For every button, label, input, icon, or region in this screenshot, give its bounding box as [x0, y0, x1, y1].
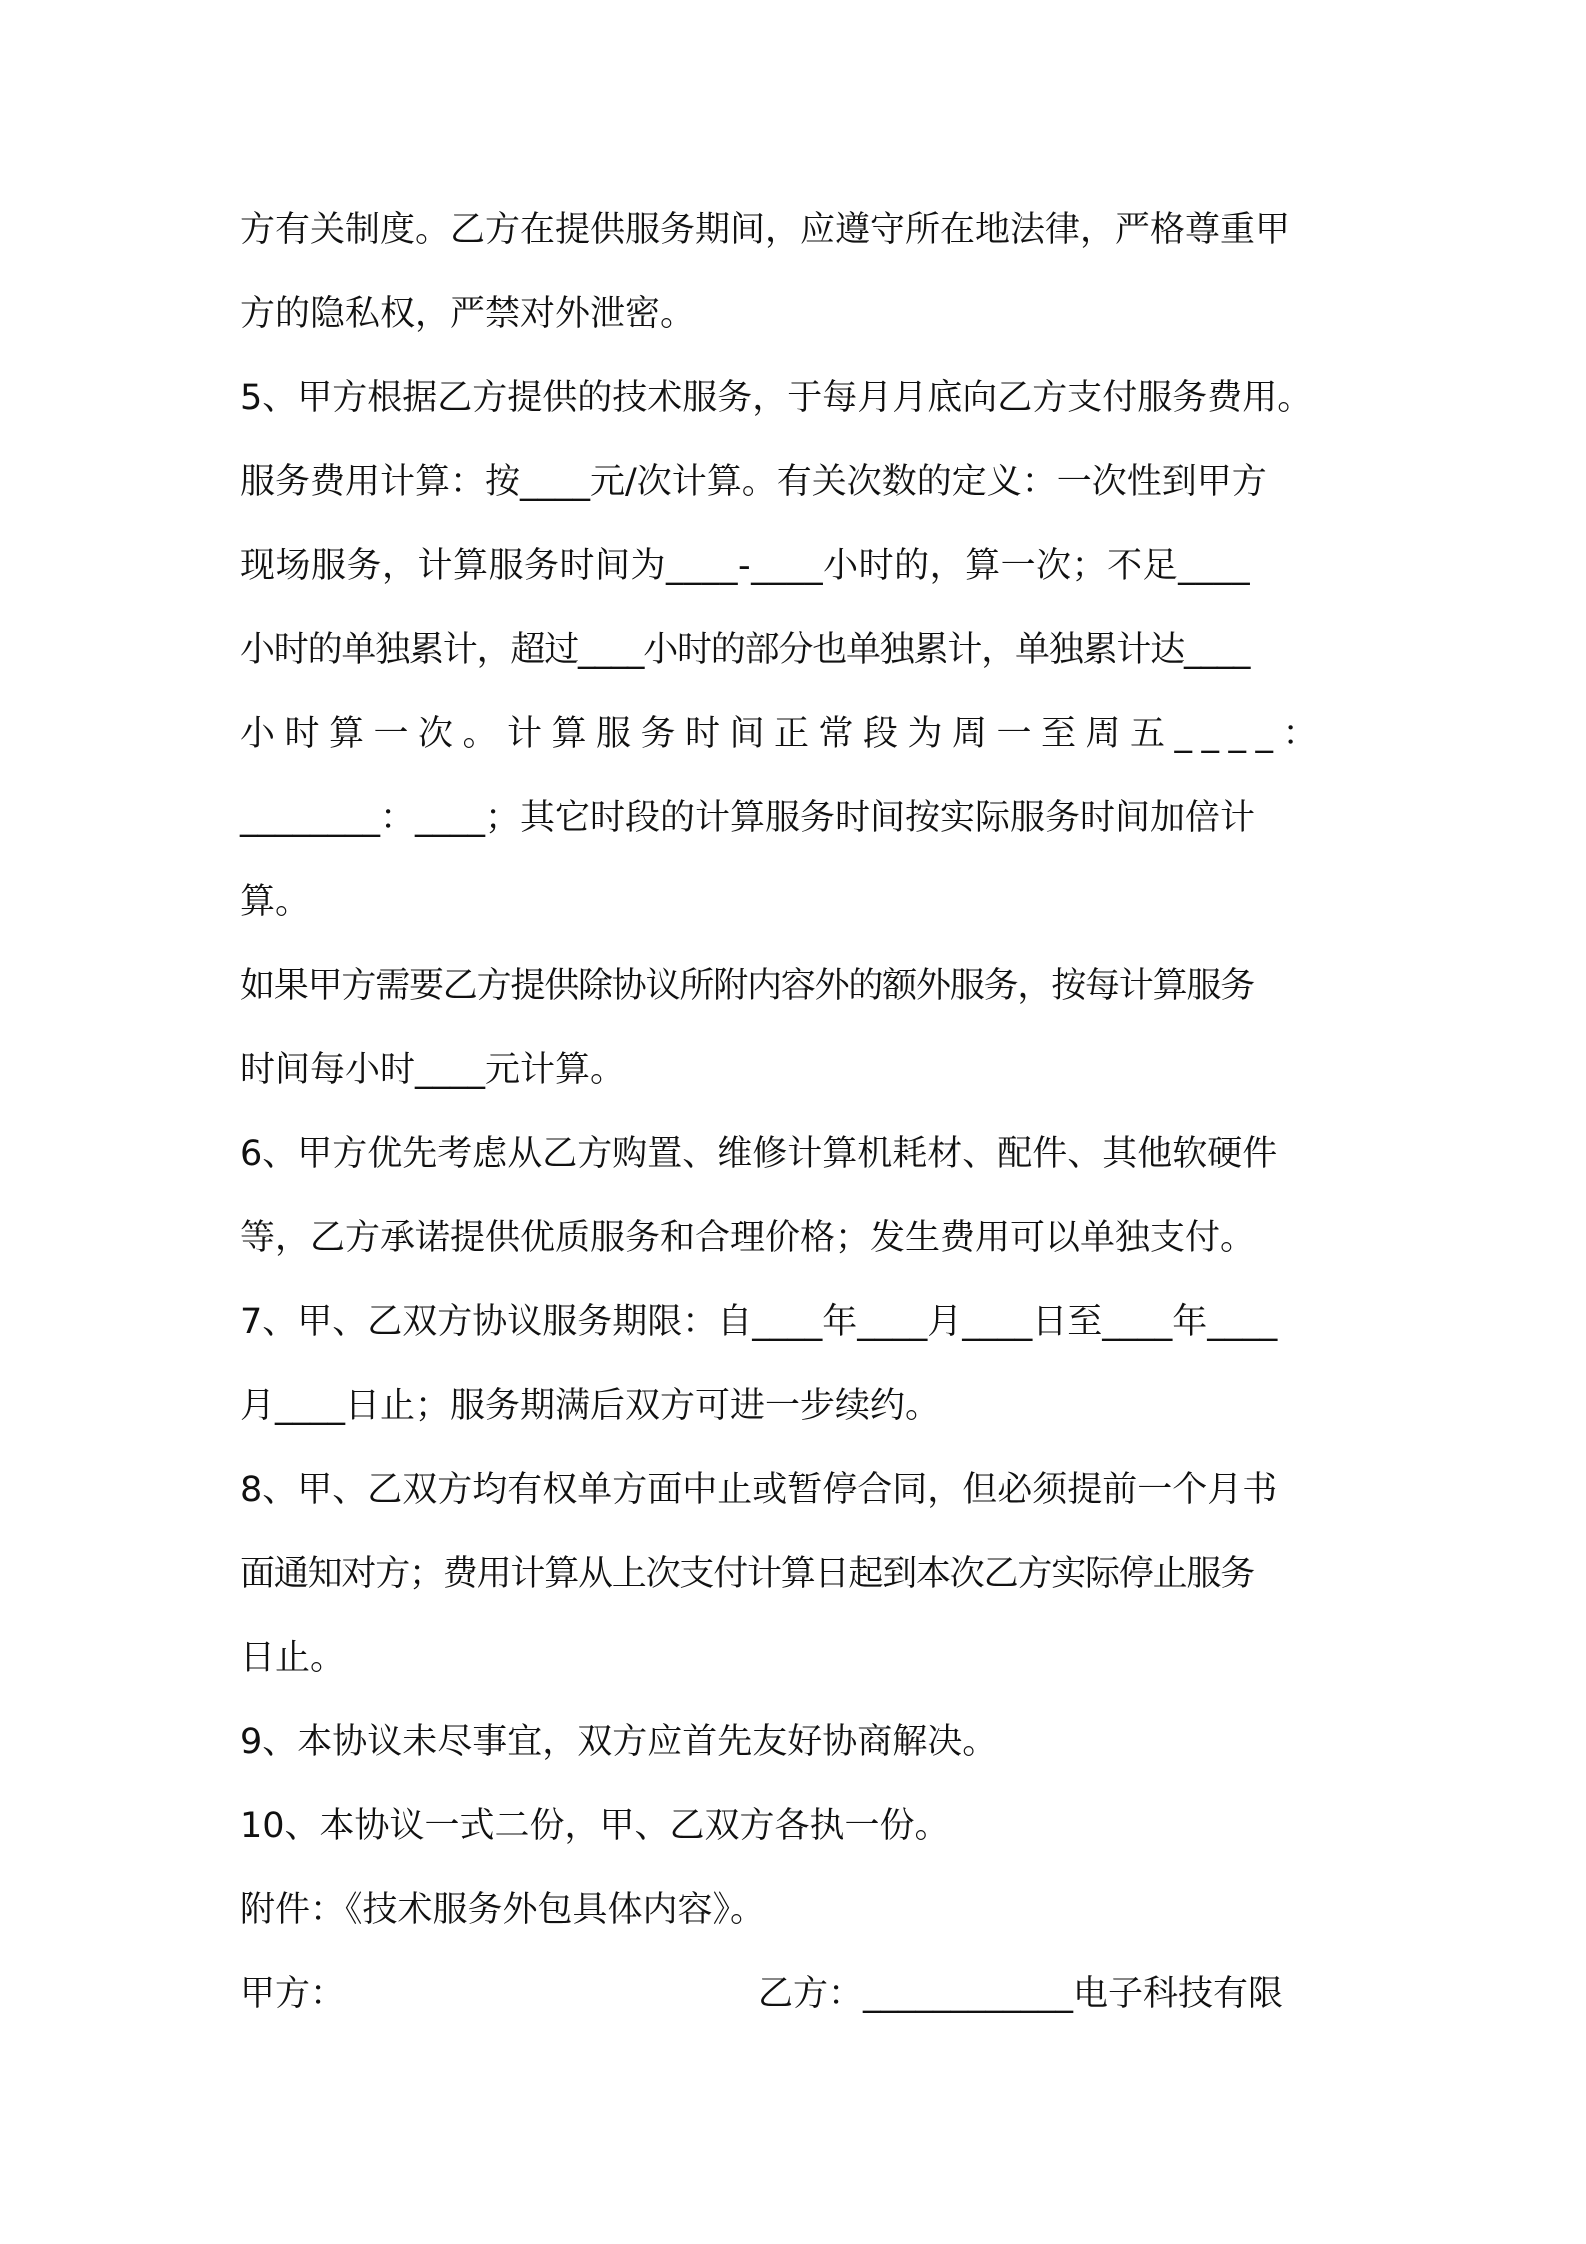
text-line: 10、本协议一式二份，甲、乙双方各执一份。	[240, 1806, 950, 1846]
text-line: 时间每小时____元计算。	[240, 1050, 626, 1090]
party-a-label: 甲方：	[240, 1974, 346, 2014]
text-line: 8、甲、乙双方均有权单方面中止或暂停合同，但必须提前一个月书	[240, 1470, 1278, 1510]
document-body	[240, 202, 1350, 2050]
text-line: 现场服务，计算服务时间为____-____小时的，算一次；不足____	[240, 546, 1251, 586]
text-line: 等，乙方承诺提供优质服务和合理价格；发生费用可以单独支付。	[240, 1218, 1256, 1258]
signature-row	[240, 1966, 1350, 2050]
text-line: ________：____；其它时段的计算服务时间按实际服务时间加倍计	[240, 798, 1256, 838]
text-line: 5、甲方根据乙方提供的技术服务，于每月月底向乙方支付服务费用。	[240, 378, 1313, 418]
text-line: 如果甲方需要乙方提供除协议所附内容外的额外服务，按每计算服务	[240, 966, 1255, 1006]
text-line: 算。	[240, 882, 311, 922]
text-line: 9、本协议未尽事宜，双方应首先友好协商解决。	[240, 1722, 998, 1762]
text-line: 小时的单独累计，超过____小时的部分也单独累计，单独累计达____	[240, 630, 1250, 670]
text-line: 6、甲方优先考虑从乙方购置、维修计算机耗材、配件、其他软硬件	[240, 1134, 1278, 1174]
text-line: 面通知对方；费用计算从上次支付计算日起到本次乙方实际停止服务	[240, 1554, 1255, 1594]
text-line: 7、甲、乙双方协议服务期限：自____年____月____日至____年____	[240, 1302, 1278, 1342]
text-line: 日止。	[240, 1638, 346, 1678]
text-line: 月____日止；服务期满后双方可进一步续约。	[240, 1386, 941, 1426]
party-b-label: 乙方：____________电子科技有限	[758, 1974, 1284, 2014]
text-line: 小时算一次。计算服务时间正常段为周一至周五____：	[240, 714, 1328, 754]
text-line: 方有关制度。乙方在提供服务期间，应遵守所在地法律，严格尊重甲	[240, 210, 1291, 250]
text-line: 方的隐私权，严禁对外泄密。	[240, 294, 696, 334]
text-line: 服务费用计算：按____元/次计算。有关次数的定义：一次性到甲方	[240, 462, 1267, 502]
text-line: 附件：《技术服务外包具体内容》。	[240, 1890, 766, 1930]
